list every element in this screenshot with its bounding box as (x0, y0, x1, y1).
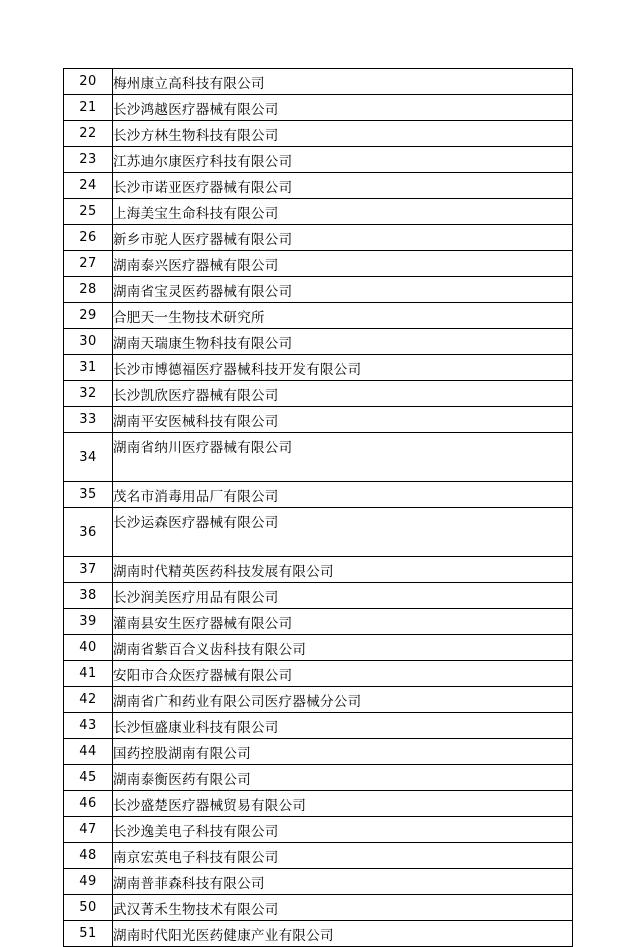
company-name-cell: 新乡市驼人医疗器械有限公司 (113, 225, 573, 251)
company-name-cell: 长沙方林生物科技有限公司 (113, 121, 573, 147)
company-list-table (63, 68, 573, 947)
company-name-cell: 灌南县安生医疗器械有限公司 (113, 609, 573, 635)
company-name-cell: 湖南天瑞康生物科技有限公司 (113, 329, 573, 355)
row-index-cell: 34 (64, 433, 113, 482)
company-name-cell: 湖南省紫百合义齿科技有限公司 (113, 635, 573, 661)
table-row (64, 635, 573, 661)
row-index-cell: 35 (64, 482, 113, 508)
company-name-cell: 南京宏英电子科技有限公司 (113, 843, 573, 869)
company-name-cell: 湖南省纳川医疗器械有限公司 (113, 433, 573, 482)
company-name-cell: 湖南省宝灵医药器械有限公司 (113, 277, 573, 303)
company-name-cell: 湖南泰衡医药有限公司 (113, 765, 573, 791)
row-index-cell: 44 (64, 739, 113, 765)
row-index-cell: 48 (64, 843, 113, 869)
company-name-cell: 梅州康立高科技有限公司 (113, 69, 573, 95)
row-index-cell: 32 (64, 381, 113, 407)
row-index-cell: 45 (64, 765, 113, 791)
company-name-cell: 湖南时代阳光医药健康产业有限公司 (113, 921, 573, 947)
company-name-cell: 长沙市博德福医疗器械科技开发有限公司 (113, 355, 573, 381)
row-index-cell: 23 (64, 147, 113, 173)
table-row (64, 433, 573, 482)
table-row (64, 739, 573, 765)
row-index-cell: 50 (64, 895, 113, 921)
row-index-cell: 38 (64, 583, 113, 609)
company-name-cell: 湖南省广和药业有限公司医疗器械分公司 (113, 687, 573, 713)
company-name-cell: 湖南泰兴医疗器械有限公司 (113, 251, 573, 277)
table-row (64, 355, 573, 381)
company-name-cell: 长沙盛楚医疗器械贸易有限公司 (113, 791, 573, 817)
row-index-cell: 36 (64, 508, 113, 557)
company-name-cell: 国药控股湖南有限公司 (113, 739, 573, 765)
company-name-cell: 茂名市消毒用品厂有限公司 (113, 482, 573, 508)
table-row (64, 843, 573, 869)
row-index-cell: 39 (64, 609, 113, 635)
row-index-cell: 24 (64, 173, 113, 199)
company-name-cell: 湖南时代精英医药科技发展有限公司 (113, 557, 573, 583)
table-row (64, 895, 573, 921)
table-row (64, 713, 573, 739)
table-row (64, 482, 573, 508)
table-row (64, 407, 573, 433)
table-row (64, 147, 573, 173)
company-name-cell: 长沙市诺亚医疗器械有限公司 (113, 173, 573, 199)
row-index-cell: 20 (64, 69, 113, 95)
table-row (64, 381, 573, 407)
table-row (64, 95, 573, 121)
row-index-cell: 22 (64, 121, 113, 147)
table-row (64, 173, 573, 199)
table-row (64, 508, 573, 557)
table-body (64, 69, 573, 947)
company-name-cell: 安阳市合众医疗器械有限公司 (113, 661, 573, 687)
company-name-cell: 长沙凯欣医疗器械有限公司 (113, 381, 573, 407)
row-index-cell: 42 (64, 687, 113, 713)
company-name-cell: 武汉菁禾生物技术有限公司 (113, 895, 573, 921)
table-row (64, 869, 573, 895)
row-index-cell: 40 (64, 635, 113, 661)
table-row (64, 277, 573, 303)
company-name-cell: 长沙逸美电子科技有限公司 (113, 817, 573, 843)
row-index-cell: 28 (64, 277, 113, 303)
table-row (64, 557, 573, 583)
row-index-cell: 49 (64, 869, 113, 895)
row-index-cell: 43 (64, 713, 113, 739)
table-row (64, 687, 573, 713)
company-name-cell: 长沙运森医疗器械有限公司 (113, 508, 573, 557)
company-name-cell: 长沙恒盛康业科技有限公司 (113, 713, 573, 739)
row-index-cell: 41 (64, 661, 113, 687)
table-row (64, 661, 573, 687)
table-row (64, 303, 573, 329)
company-name-cell: 湖南平安医械科技有限公司 (113, 407, 573, 433)
row-index-cell: 25 (64, 199, 113, 225)
row-index-cell: 37 (64, 557, 113, 583)
table-row (64, 225, 573, 251)
table-row (64, 609, 573, 635)
table-row (64, 817, 573, 843)
table-row (64, 583, 573, 609)
row-index-cell: 33 (64, 407, 113, 433)
table-row (64, 765, 573, 791)
table-row (64, 251, 573, 277)
row-index-cell: 26 (64, 225, 113, 251)
row-index-cell: 21 (64, 95, 113, 121)
table-row (64, 199, 573, 225)
row-index-cell: 46 (64, 791, 113, 817)
table-row (64, 121, 573, 147)
company-name-cell: 江苏迪尔康医疗科技有限公司 (113, 147, 573, 173)
row-index-cell: 29 (64, 303, 113, 329)
company-name-cell: 上海美宝生命科技有限公司 (113, 199, 573, 225)
row-index-cell: 47 (64, 817, 113, 843)
company-name-cell: 合肥天一生物技术研究所 (113, 303, 573, 329)
row-index-cell: 30 (64, 329, 113, 355)
company-name-cell: 长沙鸿越医疗器械有限公司 (113, 95, 573, 121)
row-index-cell: 27 (64, 251, 113, 277)
row-index-cell: 51 (64, 921, 113, 947)
row-index-cell: 31 (64, 355, 113, 381)
company-name-cell: 长沙润美医疗用品有限公司 (113, 583, 573, 609)
company-name-cell: 湖南普菲森科技有限公司 (113, 869, 573, 895)
table-row (64, 791, 573, 817)
table-row (64, 69, 573, 95)
table-row (64, 921, 573, 947)
table-row (64, 329, 573, 355)
